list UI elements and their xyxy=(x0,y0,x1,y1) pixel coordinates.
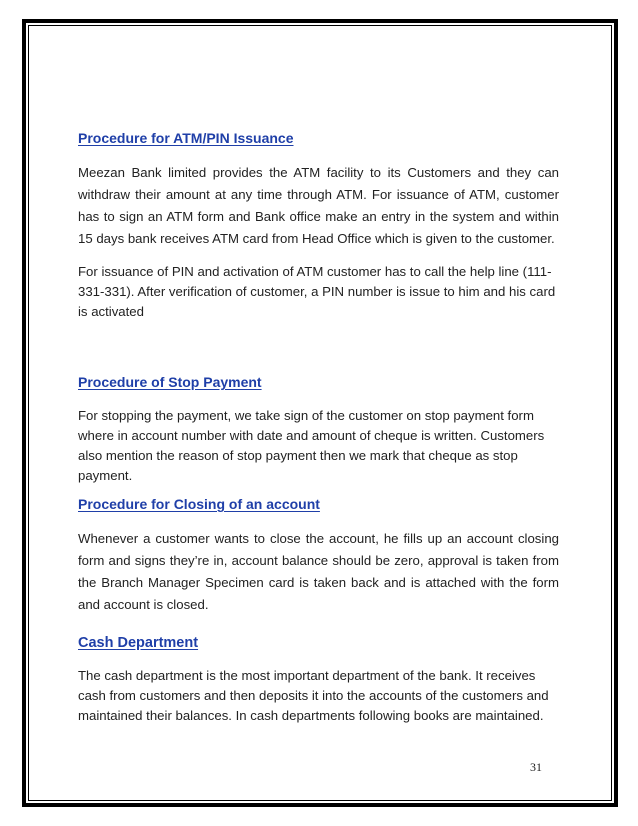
page-content xyxy=(78,120,559,726)
paragraph-pin-activation: For issuance of PIN and activation of ATM customer has to call the help line (111-331-331). After verification of customer, a PIN number is issue to him and his card is activated xyxy=(78,264,556,319)
heading-stop-payment: Procedure of Stop Payment xyxy=(78,374,262,390)
paragraph-cash-department: The cash department is the most important department of the bank. It receives cash from customers and then deposits it into the accounts of the customers and maintained their balances. In cash departments following books are maintained. xyxy=(78,668,549,723)
page-number: 31 xyxy=(530,760,542,774)
paragraph-closing-account: Whenever a customer wants to close the account, he fills up an account closing form and signs they’re in, account balance should be zero, approval is taken from the Branch Manager Specimen card is taken back and is attached with the form and account is closed. xyxy=(78,531,559,612)
paragraph-atm-issuance: Meezan Bank limited provides the ATM facility to its Customers and they can withdraw their amount at any time through ATM. For issuance of ATM, customer has to sign an ATM form and Bank office make an entry in the system and within 15 days bank receives ATM card from Head Office which is given to the customer. xyxy=(78,165,559,246)
heading-closing-account: Procedure for Closing of an account xyxy=(78,496,320,512)
heading-atm-pin-issuance: Procedure for ATM/PIN Issuance xyxy=(78,130,294,146)
heading-cash-department: Cash Department xyxy=(78,635,199,651)
paragraph-stop-payment: For stopping the payment, we take sign of the customer on stop payment form where in account number with date and amount of cheque is written. Customers also mention the reason of stop payment then we mark that cheque as stop payment. xyxy=(78,408,545,483)
